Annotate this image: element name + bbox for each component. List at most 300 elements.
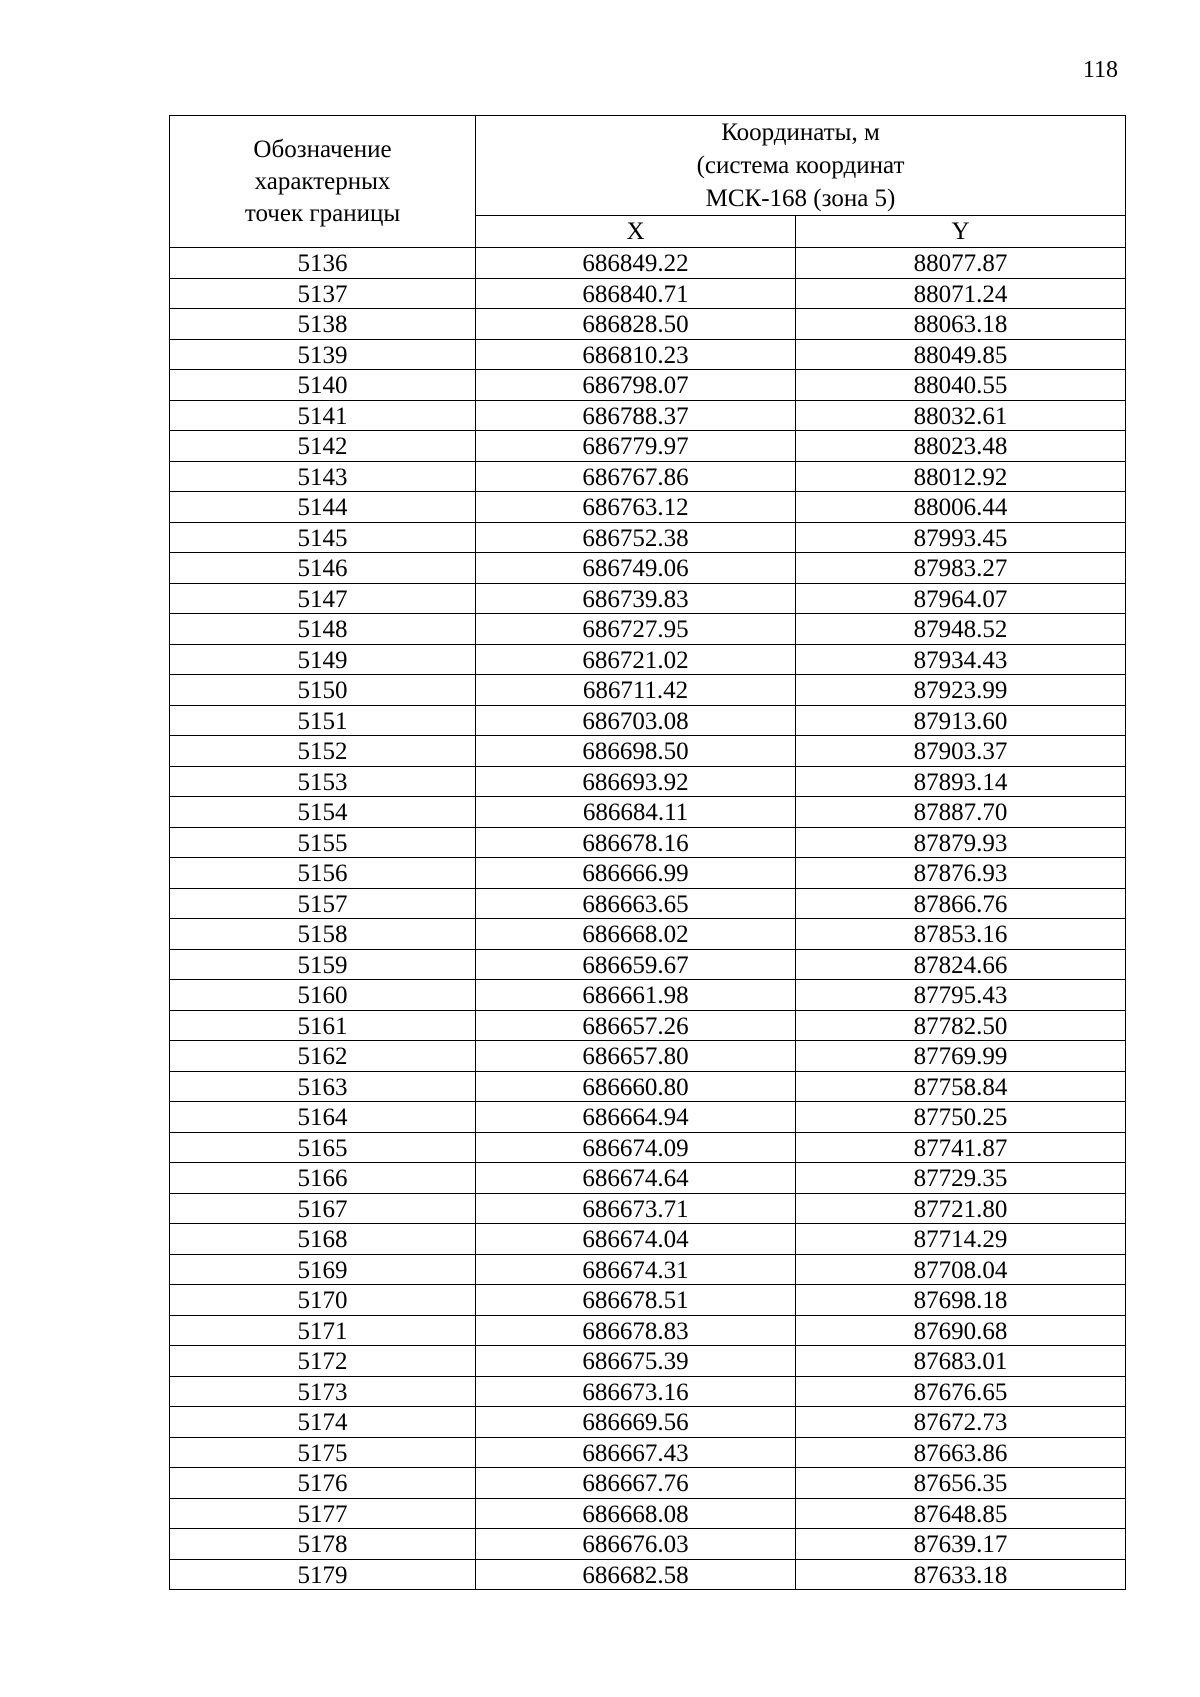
table-row xyxy=(170,736,1126,767)
table-row xyxy=(170,919,1126,950)
table-header xyxy=(170,116,1126,248)
y-cell xyxy=(796,1346,1126,1377)
table-row xyxy=(170,1559,1126,1590)
x-cell-value: 686666.99 xyxy=(582,860,689,888)
point-cell-value: 5149 xyxy=(297,646,348,674)
x-cell-value: 686673.71 xyxy=(582,1195,689,1223)
table-row xyxy=(170,1224,1126,1255)
header-coords-line-3: МСК-168 (зона 5) xyxy=(705,185,896,212)
y-cell xyxy=(796,919,1126,950)
x-cell-value: 686674.31 xyxy=(582,1256,689,1284)
point-cell xyxy=(170,1132,476,1163)
x-cell xyxy=(476,431,796,462)
x-cell-value: 686779.97 xyxy=(582,433,689,461)
point-cell-value: 5170 xyxy=(297,1287,348,1315)
point-cell xyxy=(170,309,476,340)
table-row xyxy=(170,858,1126,889)
point-cell-value: 5148 xyxy=(297,616,348,644)
y-cell xyxy=(796,1224,1126,1255)
y-cell xyxy=(796,492,1126,523)
header-row-top xyxy=(170,116,1126,216)
point-cell-value: 5164 xyxy=(297,1104,348,1132)
x-cell xyxy=(476,1224,796,1255)
y-cell xyxy=(796,522,1126,553)
x-cell xyxy=(476,675,796,706)
x-cell-value: 686788.37 xyxy=(582,402,689,430)
y-cell-value: 88032.61 xyxy=(913,402,1008,430)
point-cell xyxy=(170,1529,476,1560)
y-cell xyxy=(796,553,1126,584)
x-cell-value: 686798.07 xyxy=(582,372,689,400)
table-row xyxy=(170,675,1126,706)
y-cell-value: 87824.66 xyxy=(913,951,1008,979)
point-cell-value: 5147 xyxy=(297,585,348,613)
x-cell-value: 686673.16 xyxy=(582,1378,689,1406)
header-point-line-2: характерных xyxy=(254,167,391,195)
x-cell-value: 686657.26 xyxy=(582,1012,689,1040)
point-cell xyxy=(170,1285,476,1316)
header-point-designation xyxy=(170,116,476,248)
x-cell-value: 686810.23 xyxy=(582,341,689,369)
x-cell-value: 686674.64 xyxy=(582,1165,689,1193)
y-cell-value: 88049.85 xyxy=(913,341,1008,369)
point-cell xyxy=(170,1346,476,1377)
point-cell-value: 5141 xyxy=(297,402,348,430)
table-row xyxy=(170,1254,1126,1285)
y-cell-value: 88063.18 xyxy=(913,311,1008,339)
y-cell xyxy=(796,1315,1126,1346)
x-cell-value: 686749.06 xyxy=(582,555,689,583)
y-cell xyxy=(796,370,1126,401)
point-cell-value: 5138 xyxy=(297,311,348,339)
y-cell-value: 87769.99 xyxy=(913,1043,1008,1071)
y-cell xyxy=(796,705,1126,736)
y-cell-value: 87721.80 xyxy=(913,1195,1008,1223)
point-cell-value: 5173 xyxy=(297,1378,348,1406)
x-cell-value: 686849.22 xyxy=(582,250,689,278)
y-cell-value: 87690.68 xyxy=(913,1317,1008,1345)
y-cell xyxy=(796,614,1126,645)
point-cell-value: 5153 xyxy=(297,768,348,796)
table-row xyxy=(170,431,1126,462)
x-cell xyxy=(476,309,796,340)
point-cell xyxy=(170,553,476,584)
table-row xyxy=(170,339,1126,370)
x-cell-value: 686703.08 xyxy=(582,707,689,735)
point-cell xyxy=(170,949,476,980)
point-cell xyxy=(170,1254,476,1285)
y-cell-value: 87964.07 xyxy=(913,585,1008,613)
point-cell xyxy=(170,644,476,675)
point-cell-value: 5142 xyxy=(297,433,348,461)
table-row xyxy=(170,553,1126,584)
y-cell xyxy=(796,736,1126,767)
x-cell xyxy=(476,1529,796,1560)
y-cell-value: 87698.18 xyxy=(913,1287,1008,1315)
table-row xyxy=(170,522,1126,553)
point-cell-value: 5157 xyxy=(297,890,348,918)
table-row xyxy=(170,980,1126,1011)
x-cell xyxy=(476,1163,796,1194)
x-cell xyxy=(476,492,796,523)
x-cell xyxy=(476,827,796,858)
y-cell-value: 87683.01 xyxy=(913,1348,1008,1376)
point-cell-value: 5151 xyxy=(297,707,348,735)
y-cell xyxy=(796,1163,1126,1194)
x-cell-value: 686678.16 xyxy=(582,829,689,857)
y-cell-value: 87876.93 xyxy=(913,860,1008,888)
point-cell xyxy=(170,278,476,309)
point-cell xyxy=(170,400,476,431)
x-cell-value: 686667.43 xyxy=(582,1439,689,1467)
x-cell xyxy=(476,980,796,1011)
header-point-line-3: точек границы xyxy=(244,199,401,227)
y-cell-value: 87853.16 xyxy=(913,921,1008,949)
point-cell xyxy=(170,1315,476,1346)
point-cell xyxy=(170,766,476,797)
x-cell xyxy=(476,1254,796,1285)
y-cell-value: 87676.65 xyxy=(913,1378,1008,1406)
y-cell xyxy=(796,766,1126,797)
x-cell xyxy=(476,1132,796,1163)
x-cell xyxy=(476,1193,796,1224)
point-cell-value: 5146 xyxy=(297,555,348,583)
y-cell-value: 87893.14 xyxy=(913,768,1008,796)
point-cell xyxy=(170,675,476,706)
y-cell-value: 87639.17 xyxy=(913,1531,1008,1559)
y-cell xyxy=(796,1407,1126,1438)
coordinates-table xyxy=(169,115,1126,1590)
y-cell xyxy=(796,1468,1126,1499)
table-row xyxy=(170,949,1126,980)
point-cell xyxy=(170,1071,476,1102)
x-cell xyxy=(476,1468,796,1499)
y-cell-value: 87750.25 xyxy=(913,1104,1008,1132)
point-cell-value: 5162 xyxy=(297,1043,348,1071)
point-cell-value: 5166 xyxy=(297,1165,348,1193)
y-cell-value: 87903.37 xyxy=(913,738,1008,766)
x-cell-value: 686660.80 xyxy=(582,1073,689,1101)
y-cell xyxy=(796,827,1126,858)
x-cell-value: 686698.50 xyxy=(582,738,689,766)
y-cell-value: 87923.99 xyxy=(913,677,1008,705)
y-cell-value: 87758.84 xyxy=(913,1073,1008,1101)
point-cell xyxy=(170,248,476,279)
y-cell xyxy=(796,1376,1126,1407)
y-cell xyxy=(796,248,1126,279)
y-cell xyxy=(796,339,1126,370)
point-cell xyxy=(170,614,476,645)
header-coords-line-2: (система координат xyxy=(696,152,905,179)
point-cell-value: 5160 xyxy=(297,982,348,1010)
table-row xyxy=(170,278,1126,309)
x-cell xyxy=(476,858,796,889)
x-cell-value: 686693.92 xyxy=(582,768,689,796)
x-cell-value: 686678.51 xyxy=(582,1287,689,1315)
table-row xyxy=(170,614,1126,645)
point-cell-value: 5140 xyxy=(297,372,348,400)
x-cell xyxy=(476,1437,796,1468)
x-cell xyxy=(476,1071,796,1102)
point-cell xyxy=(170,1498,476,1529)
x-cell-value: 686711.42 xyxy=(582,677,689,705)
point-cell-value: 5172 xyxy=(297,1348,348,1376)
x-cell xyxy=(476,1407,796,1438)
y-cell xyxy=(796,1132,1126,1163)
y-cell-value: 87934.43 xyxy=(913,646,1008,674)
header-y: Y xyxy=(796,216,1126,248)
y-cell-value: 87633.18 xyxy=(913,1561,1008,1589)
y-cell-value: 88040.55 xyxy=(913,372,1008,400)
point-cell-value: 5144 xyxy=(297,494,348,522)
point-cell xyxy=(170,980,476,1011)
point-cell xyxy=(170,888,476,919)
point-cell xyxy=(170,1468,476,1499)
point-cell xyxy=(170,522,476,553)
x-cell xyxy=(476,1346,796,1377)
point-cell xyxy=(170,919,476,950)
x-cell xyxy=(476,370,796,401)
x-cell xyxy=(476,1285,796,1316)
y-cell xyxy=(796,1071,1126,1102)
y-cell xyxy=(796,1437,1126,1468)
table-row xyxy=(170,248,1126,279)
point-cell-value: 5168 xyxy=(297,1226,348,1254)
y-cell xyxy=(796,1529,1126,1560)
y-cell-value: 88006.44 xyxy=(913,494,1008,522)
x-cell xyxy=(476,919,796,950)
header-point-line-1: Обозначение xyxy=(253,135,392,163)
y-cell xyxy=(796,309,1126,340)
y-cell-value: 87983.27 xyxy=(913,555,1008,583)
x-cell xyxy=(476,766,796,797)
point-cell xyxy=(170,583,476,614)
x-cell xyxy=(476,1102,796,1133)
x-cell xyxy=(476,614,796,645)
table-row xyxy=(170,705,1126,736)
point-cell xyxy=(170,339,476,370)
header-coords-line-1: Координаты, м xyxy=(721,119,880,146)
x-cell-value: 686674.09 xyxy=(582,1134,689,1162)
y-cell xyxy=(796,1102,1126,1133)
point-cell-value: 5178 xyxy=(297,1531,348,1559)
point-cell-value: 5169 xyxy=(297,1256,348,1284)
point-cell xyxy=(170,370,476,401)
point-cell xyxy=(170,492,476,523)
x-cell xyxy=(476,1559,796,1590)
x-cell xyxy=(476,583,796,614)
point-cell-value: 5171 xyxy=(297,1317,348,1345)
y-cell-value: 88012.92 xyxy=(913,463,1008,491)
y-cell-value: 87913.60 xyxy=(913,707,1008,735)
point-cell-value: 5179 xyxy=(297,1561,348,1589)
y-cell-value: 88077.87 xyxy=(913,250,1008,278)
point-cell-value: 5143 xyxy=(297,463,348,491)
x-cell-value: 686669.56 xyxy=(582,1409,689,1437)
point-cell xyxy=(170,1407,476,1438)
table-row xyxy=(170,370,1126,401)
point-cell xyxy=(170,1102,476,1133)
point-cell xyxy=(170,1224,476,1255)
table-row xyxy=(170,888,1126,919)
point-cell-value: 5159 xyxy=(297,951,348,979)
point-cell xyxy=(170,1163,476,1194)
point-cell-value: 5156 xyxy=(297,860,348,888)
table-row xyxy=(170,461,1126,492)
x-cell xyxy=(476,1010,796,1041)
y-cell xyxy=(796,1498,1126,1529)
point-cell-value: 5177 xyxy=(297,1500,348,1528)
x-cell xyxy=(476,1315,796,1346)
point-cell xyxy=(170,1193,476,1224)
x-cell xyxy=(476,888,796,919)
y-cell xyxy=(796,431,1126,462)
table-row xyxy=(170,1498,1126,1529)
y-cell xyxy=(796,675,1126,706)
point-cell xyxy=(170,797,476,828)
table-row xyxy=(170,827,1126,858)
table-row xyxy=(170,1132,1126,1163)
y-cell-value: 87993.45 xyxy=(913,524,1008,552)
point-cell xyxy=(170,431,476,462)
table-row xyxy=(170,1437,1126,1468)
y-cell-value: 87741.87 xyxy=(913,1134,1008,1162)
point-cell xyxy=(170,1041,476,1072)
y-cell-value: 87948.52 xyxy=(913,616,1008,644)
table-row xyxy=(170,1193,1126,1224)
y-cell-value: 87729.35 xyxy=(913,1165,1008,1193)
x-cell-value: 686763.12 xyxy=(582,494,689,522)
y-cell-value: 87663.86 xyxy=(913,1439,1008,1467)
x-cell xyxy=(476,1498,796,1529)
y-cell xyxy=(796,980,1126,1011)
point-cell xyxy=(170,705,476,736)
x-cell-value: 686664.94 xyxy=(582,1104,689,1132)
point-cell-value: 5145 xyxy=(297,524,348,552)
table-row xyxy=(170,1468,1126,1499)
y-cell-value: 87714.29 xyxy=(913,1226,1008,1254)
table-row xyxy=(170,766,1126,797)
table-row xyxy=(170,1071,1126,1102)
table-row xyxy=(170,644,1126,675)
point-cell-value: 5167 xyxy=(297,1195,348,1223)
point-cell xyxy=(170,461,476,492)
table-row xyxy=(170,1376,1126,1407)
point-cell-value: 5150 xyxy=(297,677,348,705)
y-cell xyxy=(796,949,1126,980)
x-cell xyxy=(476,1041,796,1072)
table-row xyxy=(170,1315,1126,1346)
y-cell-value: 87656.35 xyxy=(913,1470,1008,1498)
table-row xyxy=(170,583,1126,614)
y-cell xyxy=(796,1559,1126,1590)
point-cell xyxy=(170,858,476,889)
x-cell xyxy=(476,1376,796,1407)
table-row xyxy=(170,400,1126,431)
point-cell-value: 5165 xyxy=(297,1134,348,1162)
point-cell-value: 5136 xyxy=(297,250,348,278)
x-cell-value: 686668.08 xyxy=(582,1500,689,1528)
y-cell-value: 87782.50 xyxy=(913,1012,1008,1040)
x-cell-value: 686674.04 xyxy=(582,1226,689,1254)
y-cell xyxy=(796,1254,1126,1285)
y-cell xyxy=(796,797,1126,828)
header-coordinates xyxy=(476,116,1126,216)
x-cell-value: 686657.80 xyxy=(582,1043,689,1071)
point-cell xyxy=(170,1010,476,1041)
x-cell-value: 686721.02 xyxy=(582,646,689,674)
table-row xyxy=(170,1163,1126,1194)
y-cell-value: 87795.43 xyxy=(913,982,1008,1010)
point-cell-value: 5161 xyxy=(297,1012,348,1040)
point-cell-value: 5176 xyxy=(297,1470,348,1498)
y-cell xyxy=(796,1041,1126,1072)
y-cell-value: 88023.48 xyxy=(913,433,1008,461)
x-cell-value: 686828.50 xyxy=(582,311,689,339)
point-cell-value: 5155 xyxy=(297,829,348,857)
page-number: 118 xyxy=(1082,57,1118,83)
point-cell-value: 5152 xyxy=(297,738,348,766)
x-cell-value: 686659.67 xyxy=(582,951,689,979)
x-cell xyxy=(476,797,796,828)
x-cell-value: 686727.95 xyxy=(582,616,689,644)
y-cell xyxy=(796,644,1126,675)
x-cell-value: 686682.58 xyxy=(582,1561,689,1589)
point-cell xyxy=(170,1559,476,1590)
y-cell-value: 87672.73 xyxy=(913,1409,1008,1437)
table-row xyxy=(170,492,1126,523)
header-x: X xyxy=(476,216,796,248)
table-row xyxy=(170,1285,1126,1316)
point-cell-value: 5174 xyxy=(297,1409,348,1437)
x-cell-value: 686752.38 xyxy=(582,524,689,552)
y-cell xyxy=(796,461,1126,492)
y-cell xyxy=(796,1285,1126,1316)
table-row xyxy=(170,1346,1126,1377)
x-cell xyxy=(476,553,796,584)
x-cell xyxy=(476,400,796,431)
y-cell-value: 87887.70 xyxy=(913,799,1008,827)
table-row xyxy=(170,1010,1126,1041)
y-cell-value: 87866.76 xyxy=(913,890,1008,918)
y-cell-value: 87879.93 xyxy=(913,829,1008,857)
x-cell-value: 686739.83 xyxy=(582,585,689,613)
table-row xyxy=(170,309,1126,340)
point-cell-value: 5175 xyxy=(297,1439,348,1467)
y-cell xyxy=(796,583,1126,614)
point-cell-value: 5137 xyxy=(297,280,348,308)
y-cell xyxy=(796,888,1126,919)
point-cell-value: 5158 xyxy=(297,921,348,949)
y-cell xyxy=(796,400,1126,431)
point-cell-value: 5163 xyxy=(297,1073,348,1101)
table-row xyxy=(170,1041,1126,1072)
x-cell-value: 686668.02 xyxy=(582,921,689,949)
y-cell xyxy=(796,1010,1126,1041)
point-cell-value: 5154 xyxy=(297,799,348,827)
table-row xyxy=(170,797,1126,828)
y-cell xyxy=(796,1193,1126,1224)
point-cell-value: 5139 xyxy=(297,341,348,369)
table-row xyxy=(170,1407,1126,1438)
table-row xyxy=(170,1529,1126,1560)
x-cell xyxy=(476,522,796,553)
x-cell xyxy=(476,461,796,492)
x-cell xyxy=(476,339,796,370)
point-cell xyxy=(170,1376,476,1407)
x-cell-value: 686684.11 xyxy=(582,799,689,827)
x-cell-value: 686661.98 xyxy=(582,982,689,1010)
